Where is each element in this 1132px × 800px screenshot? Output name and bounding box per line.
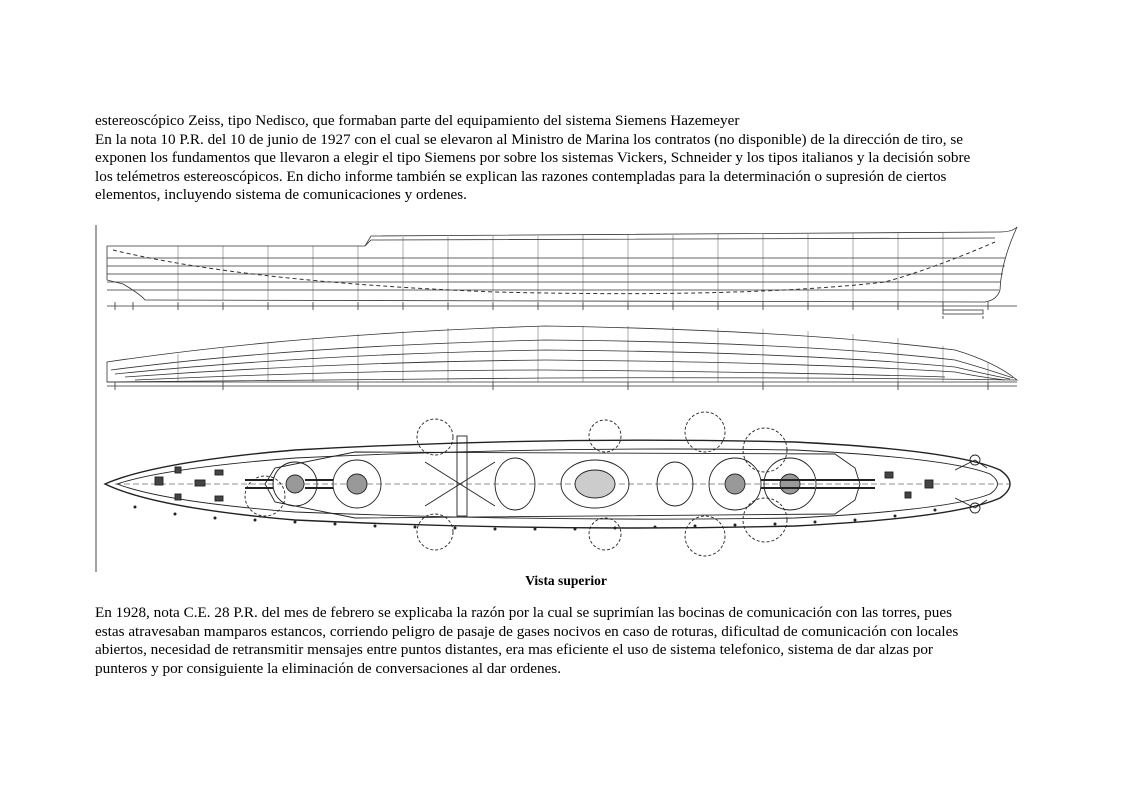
text-line: exponen los fundamentos que llevaron a elegir el tipo Siemens por sobre los sistemas Vickers, Schneider y los tipos italianos y la decisión sobre [95,149,971,166]
text-line: los telémetros estereoscópicos. En dicho informe también se explican las razones contempladas para la determinación o supresión de ciertos [95,167,947,185]
text-line: estereoscópico Zeiss, tipo Nedisco, que formaban parte del equipamiento del sistema Siemens Hazemeyer [95,112,740,129]
figure-caption: Vista superior [525,573,607,588]
ship-plans-figure [95,222,1025,578]
intro-paragraph [95,112,1035,205]
text-line: elementos, incluyendo sistema de comunicaciones y ordenes. [95,186,467,203]
text-line: punteros y por consiguiente la eliminación de conversaciones al dar ordenes. [95,659,562,677]
half-breadth-drawing [107,326,1017,390]
side-profile-drawing [107,227,1017,319]
top-view-drawing [105,412,1010,556]
text-line: En la nota 10 P.R. del 10 de junio de 1927 con el cual se elevaron al Ministro de Marina los contratos (no disponible) de la dirección de tiro, se [95,130,963,148]
body-paragraph [95,604,1030,678]
text-line: abiertos, necesidad de retransmitir mensajes entre puntos distantes, era mas eficiente el uso de sistema telefonico, sistema de dar alzas por [95,641,933,658]
text-line: estas atravesaban mamparos estancos, corriendo peligro de pasaje de gases nocivos en caso de roturas, dificultad de comunicación con locales [95,622,959,640]
text-line: En 1928, nota C.E. 28 P.R. del mes de febrero se explicaba la razón por la cual se suprimían las bocinas de comunicación con las torres, pues [95,604,952,621]
